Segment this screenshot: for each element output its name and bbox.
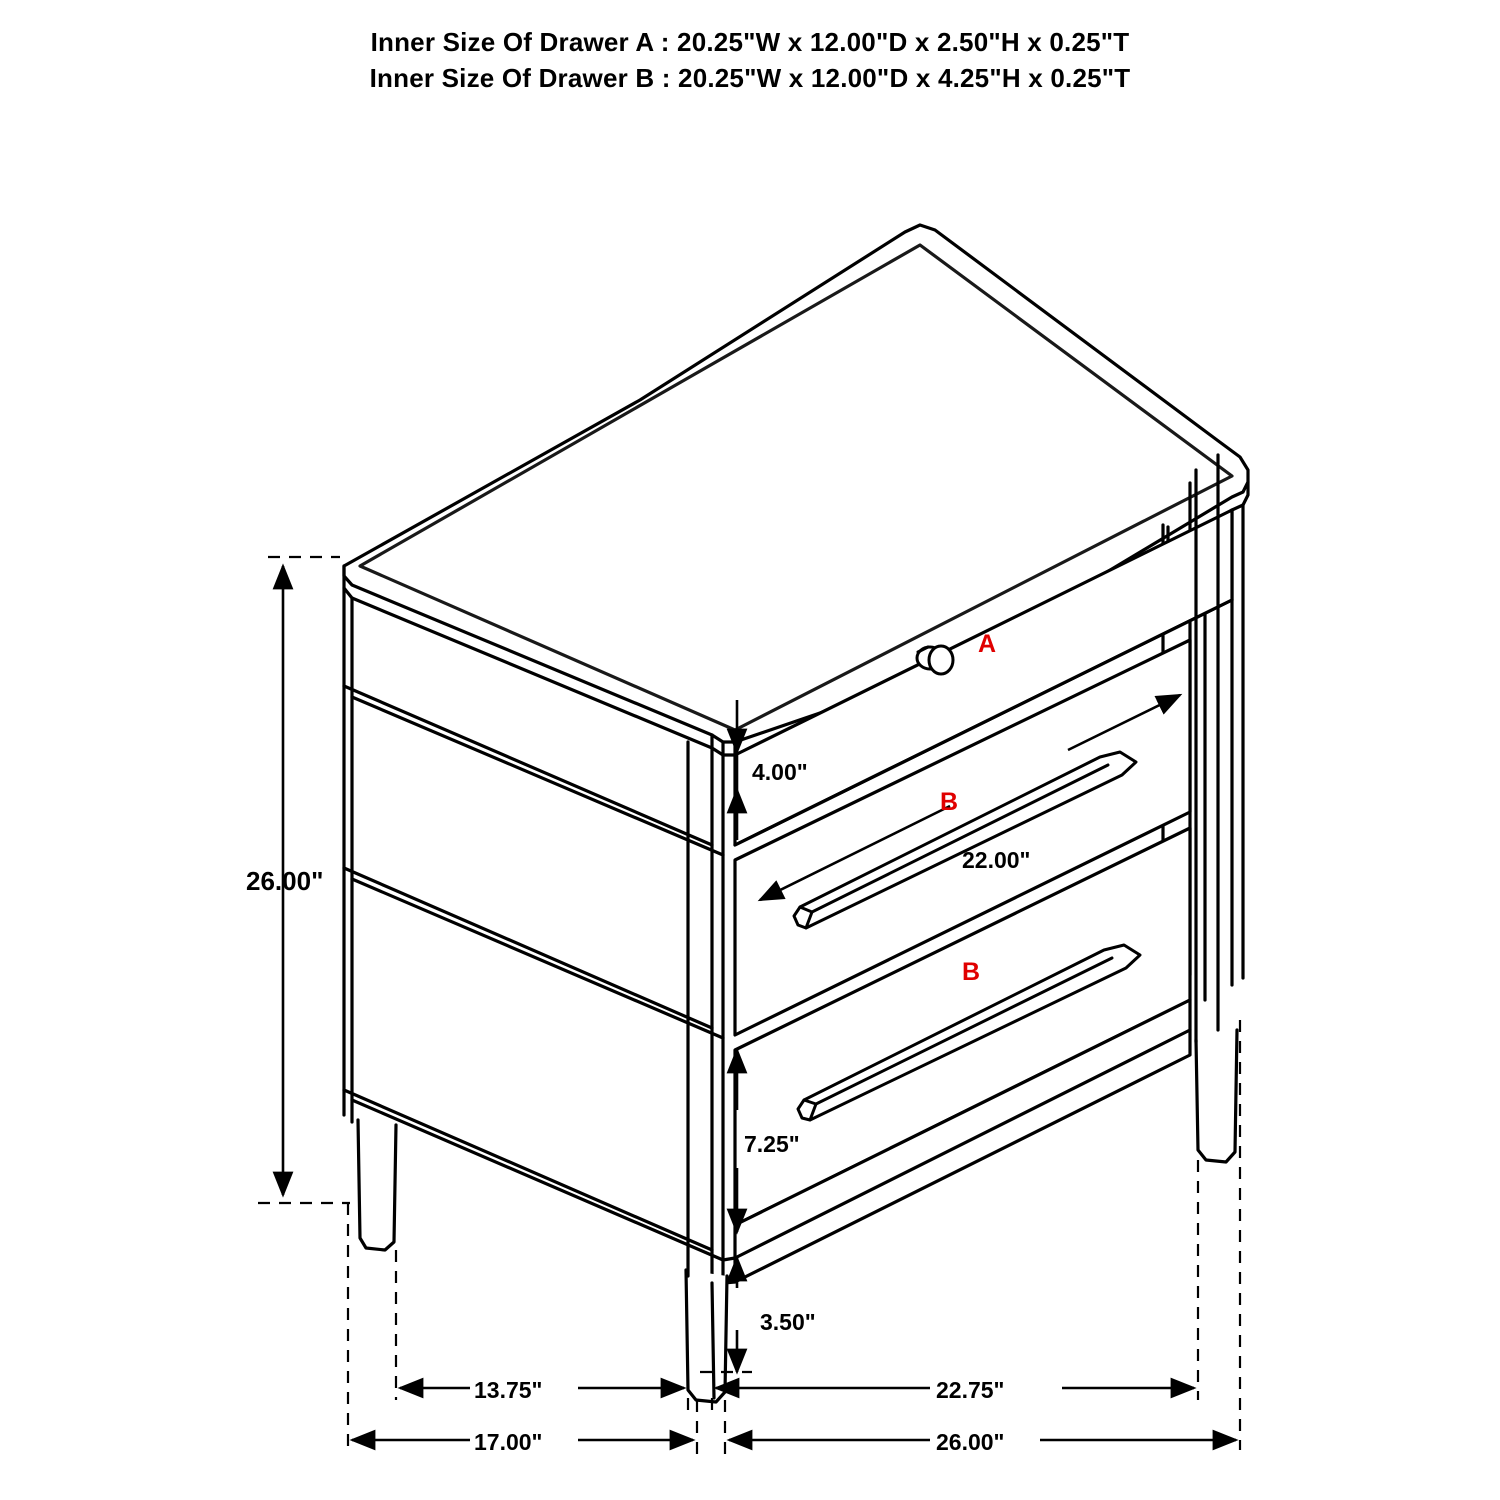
drawer-b-inner-size-text: Inner Size Of Drawer B : 20.25"W x 12.00"D x 4.25"H x 0.25"T <box>369 63 1131 93</box>
callout-drawer-b-middle: B <box>940 788 959 816</box>
label-overall-height: 26.00" <box>246 866 324 896</box>
drawer-a-inner-size-text: Inner Size Of Drawer A : 20.25"W x 12.00"D x 2.50"H x 0.25"T <box>370 27 1130 57</box>
dim-depth-outer <box>348 1203 697 1460</box>
callout-drawer-a: A <box>978 630 997 658</box>
left-face-rails <box>344 686 723 1260</box>
top-panel <box>344 225 1248 755</box>
label-leg-height: 3.50" <box>760 1309 816 1335</box>
label-drawer-width: 22.00" <box>962 847 1031 873</box>
callout-drawer-b-bottom: B <box>962 958 981 986</box>
label-depth-outer: 17.00" <box>474 1429 543 1455</box>
label-drawer-a-height: 4.00" <box>752 759 808 785</box>
furniture-outline <box>344 225 1248 1402</box>
label-depth-inner: 13.75" <box>474 1377 543 1403</box>
label-width-inner: 22.75" <box>936 1377 1005 1403</box>
label-drawer-b-height: 7.25" <box>744 1131 800 1157</box>
label-width-outer: 26.00" <box>936 1429 1005 1455</box>
